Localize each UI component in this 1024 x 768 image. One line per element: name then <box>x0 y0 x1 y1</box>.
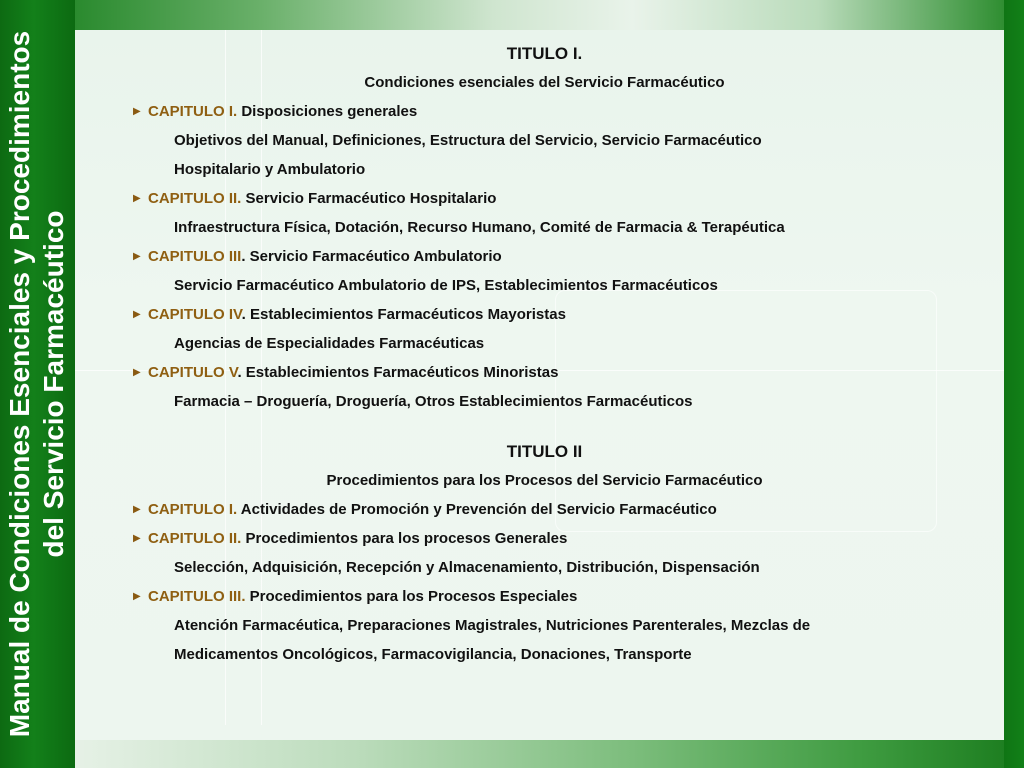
titulo-heading: TITULO II <box>506 442 583 461</box>
capitulo-item <box>75 184 1004 213</box>
capitulo-title: Actividades de Promoción y Prevención del Servicio Farmacéutico <box>237 501 717 518</box>
capitulo-label: CAPITULO IV <box>148 306 242 323</box>
capitulo-detail: Medicamentos Oncológicos, Farmacovigilancia, Donaciones, Transporte <box>174 646 692 663</box>
capitulo-label: CAPITULO II. <box>148 190 242 207</box>
capitulo-title: . Servicio Farmacéutico Ambulatorio <box>241 248 502 265</box>
vertical-title-line-1: Manual de Condiciones Esenciales y Procedimientos <box>4 30 35 738</box>
capitulo-detail: Farmacia – Droguería, Droguería, Otros Establecimientos Farmacéuticos <box>174 393 693 410</box>
capitulo-item <box>75 524 1004 553</box>
capitulo-label: CAPITULO II. <box>148 530 242 547</box>
capitulo-title: Disposiciones generales <box>237 103 418 120</box>
titulo-section <box>75 40 1004 416</box>
capitulo-label: CAPITULO V <box>148 364 238 381</box>
bullet-arrow-icon: ▶ <box>133 251 141 262</box>
capitulo-item <box>75 97 1004 126</box>
capitulo-detail: Objetivos del Manual, Definiciones, Estructura del Servicio, Servicio Farmacéutico <box>174 132 762 149</box>
titulo-heading: TITULO I. <box>506 44 583 63</box>
capitulo-title: Procedimientos para los Procesos Especiales <box>245 588 578 605</box>
titulo-subheading: Condiciones esenciales del Servicio Farmacéutico <box>364 74 725 91</box>
capitulo-item <box>75 582 1004 611</box>
capitulo-detail: Atención Farmacéutica, Preparaciones Magistrales, Nutriciones Parenterales, Mezclas de <box>174 617 811 634</box>
top-decorative-band <box>75 0 1004 30</box>
capitulo-item <box>75 358 1004 387</box>
titulo-subheading: Procedimientos para los Procesos del Servicio Farmacéutico <box>326 472 763 489</box>
vertical-title-line-2: del Servicio Farmacéutico <box>38 210 69 558</box>
table-of-contents <box>75 40 1004 669</box>
bullet-arrow-icon: ▶ <box>133 591 141 602</box>
capitulo-item <box>75 300 1004 329</box>
bullet-arrow-icon: ▶ <box>133 193 141 204</box>
capitulo-detail: Infraestructura Física, Dotación, Recurso Humano, Comité de Farmacia & Terapéutica <box>174 219 785 236</box>
capitulo-label: CAPITULO III. <box>148 588 246 605</box>
capitulo-label: CAPITULO III <box>148 248 242 265</box>
right-green-bar <box>1004 0 1024 768</box>
bullet-arrow-icon: ▶ <box>133 106 141 117</box>
capitulo-label: CAPITULO I. <box>148 501 238 518</box>
capitulo-item <box>75 495 1004 524</box>
bottom-decorative-band <box>75 740 1004 768</box>
bullet-arrow-icon: ▶ <box>133 309 141 320</box>
capitulo-detail: Hospitalario y Ambulatorio <box>174 161 366 178</box>
bullet-arrow-icon: ▶ <box>133 504 141 515</box>
capitulo-label: CAPITULO I. <box>148 103 238 120</box>
capitulo-detail: Agencias de Especialidades Farmacéuticas <box>174 335 485 352</box>
bullet-arrow-icon: ▶ <box>133 533 141 544</box>
capitulo-item <box>75 242 1004 271</box>
capitulo-title: . Establecimientos Farmacéuticos Mayoristas <box>241 306 566 323</box>
titulo-section <box>75 438 1004 669</box>
capitulo-detail: Servicio Farmacéutico Ambulatorio de IPS, Establecimientos Farmacéuticos <box>174 277 718 294</box>
section-spacer <box>75 416 1004 438</box>
bullet-arrow-icon: ▶ <box>133 367 141 378</box>
vertical-manual-title <box>3 14 71 754</box>
capitulo-title: Procedimientos para los procesos Generales <box>241 530 568 547</box>
capitulo-detail: Selección, Adquisición, Recepción y Almacenamiento, Distribución, Dispensación <box>174 559 760 576</box>
capitulo-title: . Establecimientos Farmacéuticos Minoristas <box>237 364 559 381</box>
capitulo-title: Servicio Farmacéutico Hospitalario <box>241 190 497 207</box>
